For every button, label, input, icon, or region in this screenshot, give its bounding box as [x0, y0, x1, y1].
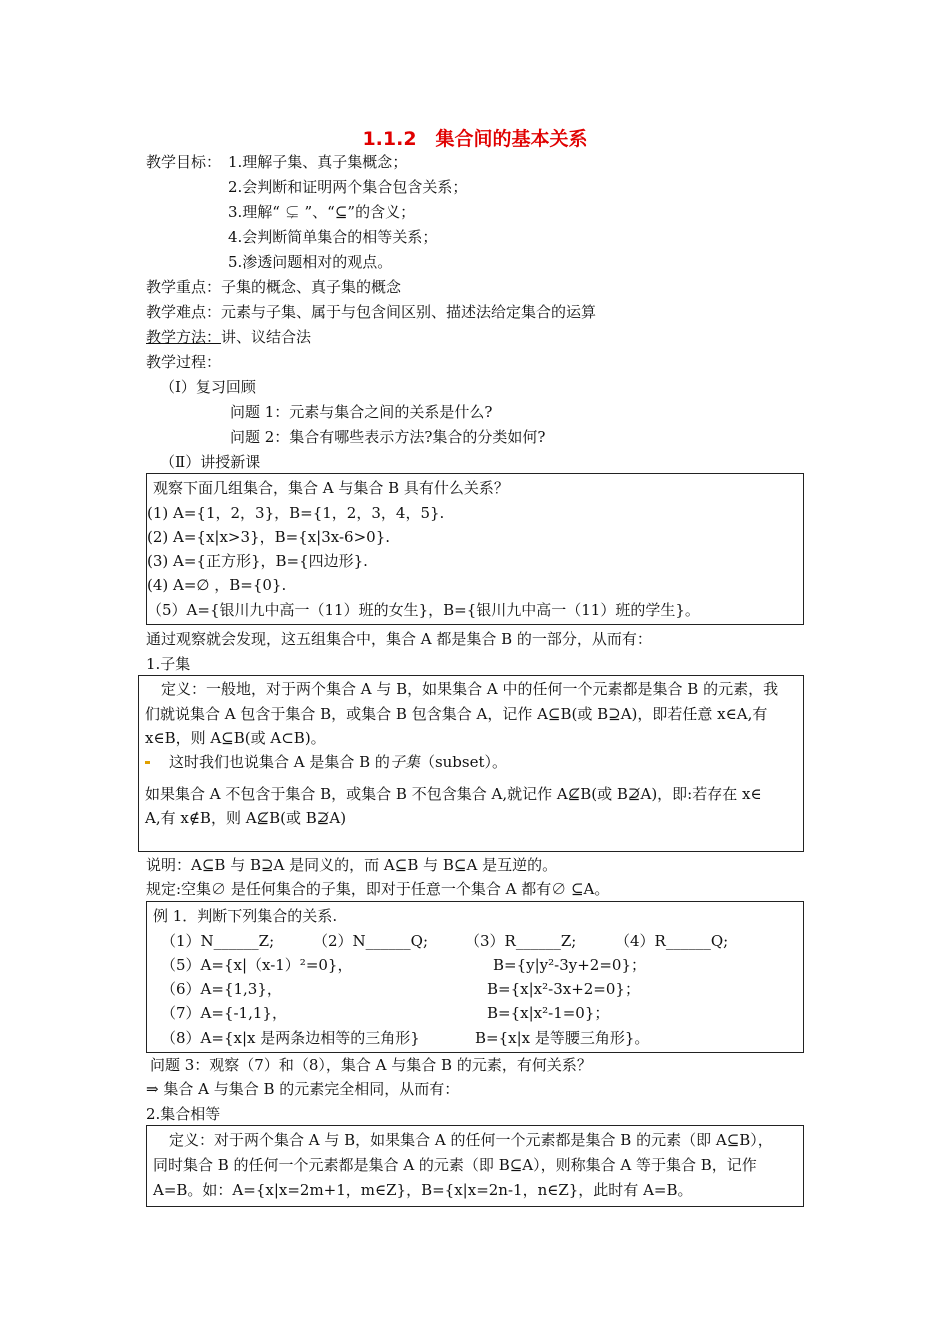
- example-title: 例 1．判断下列集合的关系.: [153, 907, 338, 925]
- observation-line: (3) A={正方形}，B={四边形}.: [147, 552, 368, 570]
- observation-conclusion: 通过观察就会发现，这五组集合中，集合 A 都是集合 B 的一部分，从而有：: [146, 630, 652, 648]
- teaching-method: [146, 327, 311, 347]
- subset-term-line: [169, 752, 507, 772]
- observation-line: (2) A={x|x>3}，B={x|3x-6>0}.: [147, 528, 391, 546]
- equality-def-line: 定义：对于两个集合 A 与 B，如果集合 A 的任何一个元素都是集合 B 的元素（即 A⊆B），: [169, 1131, 773, 1149]
- observation-line: (4) A=∅ ，B={0}.: [147, 576, 287, 594]
- example-item: （1）N______Z;: [161, 932, 275, 950]
- example-item: （2）N______Q;: [313, 932, 429, 950]
- note-line: 说明：A⊆B 与 B⊇A 是同义的，而 A⊆B 与 B⊆A 是互逆的。: [146, 856, 558, 874]
- observation-box: [146, 473, 804, 625]
- example-item: （8）A={x|x 是两条边相等的三角形}: [161, 1029, 420, 1047]
- example-item: （3）R______Z;: [465, 932, 577, 950]
- example-box: [146, 901, 804, 1053]
- example-item: （4）R______Q;: [615, 932, 729, 950]
- subset-term: 子集: [389, 753, 420, 771]
- subset-term-suffix: （subset）。: [419, 753, 508, 771]
- observation-line: （5）A={银川九中高一（11）班的女生}，B={银川九中高一（11）班的学生}。: [147, 601, 700, 619]
- subset-term-prefix: 这时我们也说集合 A 是集合 B 的: [169, 753, 390, 771]
- example-item: B={x|x²-3x+2=0}；: [487, 980, 640, 998]
- review-heading: （I）复习回顾: [160, 378, 256, 396]
- review-question-2: 问题 2：集合有哪些表示方法?集合的分类如何?: [230, 428, 546, 446]
- objective-item: 1.理解子集、真子集概念；: [228, 153, 408, 171]
- method-label: 教学方法：: [146, 328, 222, 346]
- objective-item: 5.渗透问题相对的观点。: [228, 253, 393, 271]
- rule-line: 规定:空集∅ 是任何集合的子集，即对于任意一个集合 A 都有∅ ⊆A。: [146, 880, 610, 898]
- objective-item: 3.理解“ ⊊ ”、“⊆”的含义；: [228, 203, 416, 221]
- equality-def-line: A=B。如：A={x|x=2m+1，m∈Z}，B={x|x=2n-1，n∈Z}，此时有 A=B。: [153, 1181, 693, 1199]
- example-item: B={x|x²-1=0}；: [487, 1004, 610, 1022]
- subset-heading: 1.子集: [146, 655, 191, 673]
- review-question-1: 问题 1：元素与集合之间的关系是什么?: [230, 403, 493, 421]
- method-text: 讲、议结合法: [221, 328, 312, 346]
- example-item: B={y|y²-3y+2=0}；: [493, 956, 647, 974]
- objective-item: 4.会判断简单集合的相等关系；: [228, 228, 438, 246]
- equality-definition-box: [146, 1125, 804, 1207]
- teaching-process: 教学过程：: [146, 353, 222, 371]
- example-item: （6）A={1,3}，: [161, 980, 282, 998]
- question-3: 问题 3：观察（7）和（8），集合 A 与集合 B 的元素，有何关系？: [150, 1056, 592, 1074]
- objectives-label: 教学目标：: [146, 153, 222, 171]
- teaching-focus: 教学重点：子集的概念、真子集的概念: [146, 278, 402, 296]
- example-item: （5）A={x|（x-1）²=0}，: [161, 956, 353, 974]
- equal-heading: 2.集合相等: [146, 1105, 221, 1123]
- observation-line: 观察下面几组集合，集合 A 与集合 B 具有什么关系？: [153, 479, 509, 497]
- equality-def-line: 同时集合 B 的任何一个元素都是集合 A 的元素（即 B⊆A），则称集合 A 等于集合 B，记作: [153, 1156, 757, 1174]
- not-subset-line: 如果集合 A 不包含于集合 B，或集合 B 不包含集合 A,就记作 A⊈B(或 B⊉A)，即:若存在 x∈: [145, 785, 762, 803]
- subset-def-line: 们就说集合 A 包含于集合 B，或集合 B 包含集合 A，记作 A⊆B(或 B⊇A)，即若任意 x∈A,有: [145, 705, 768, 723]
- page-title: 1.1.2 集合间的基本关系: [362, 128, 588, 150]
- subset-definition-box: [138, 675, 804, 852]
- teaching-difficulty: 教学难点：元素与子集、属于与包含间区别、描述法给定集合的运算: [146, 303, 597, 321]
- new-lesson-heading: （Ⅱ）讲授新课: [160, 453, 261, 471]
- subset-def-line: x∈B，则 A⊆B(或 A⊂B)。: [145, 729, 326, 747]
- objective-item: 2.会判断和证明两个集合包含关系；: [228, 178, 468, 196]
- example-item: （7）A={-1,1}，: [161, 1004, 287, 1022]
- example-item: B={x|x 是等腰三角形}。: [475, 1029, 650, 1047]
- implies-line: ⇒ 集合 A 与集合 B 的元素完全相同，从而有：: [146, 1080, 460, 1098]
- margin-mark: [145, 761, 150, 764]
- not-subset-line: A,有 x∉B，则 A⊈B(或 B⊉A): [145, 809, 347, 827]
- subset-def-line: 定义：一般地，对于两个集合 A 与 B，如果集合 A 中的任何一个元素都是集合 B 的元素，我: [161, 680, 779, 698]
- observation-line: (1) A={1，2，3}，B={1，2，3，4，5}.: [147, 504, 445, 522]
